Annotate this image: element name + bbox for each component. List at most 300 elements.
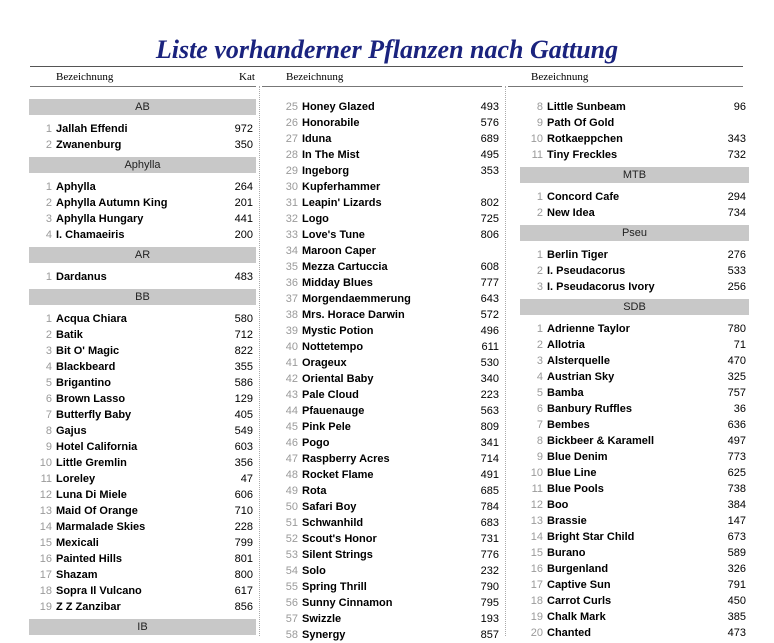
- plant-value: 496: [480, 325, 499, 337]
- plant-name: Captive Sun: [547, 579, 611, 591]
- plant-name: Batik: [56, 329, 83, 341]
- item-number: 2: [536, 265, 543, 277]
- plant-value: 491: [480, 469, 499, 481]
- item-number: 9: [536, 117, 543, 129]
- item-number: 58: [285, 629, 298, 641]
- list-item: [275, 211, 502, 227]
- plant-value: 791: [727, 579, 746, 591]
- item-number: 6: [45, 393, 52, 405]
- list-item: [275, 291, 502, 307]
- list-item: [275, 611, 502, 627]
- plant-name: Pfauenauge: [302, 405, 365, 417]
- plant-value: 809: [480, 421, 499, 433]
- plant-name: Honorabile: [302, 117, 360, 129]
- item-number: 8: [45, 425, 52, 437]
- item-number: 17: [39, 569, 52, 581]
- plant-value: 356: [234, 457, 253, 469]
- plant-value: 757: [727, 387, 746, 399]
- plant-value: 606: [234, 489, 253, 501]
- list-item: [275, 499, 502, 515]
- list-item: [275, 403, 502, 419]
- item-number: 32: [285, 213, 298, 225]
- plant-value: 738: [727, 483, 746, 495]
- item-number: 56: [285, 597, 298, 609]
- list-item: [520, 369, 749, 385]
- list-item: [520, 321, 749, 337]
- group-header: BB: [29, 289, 256, 305]
- plant-name: Brown Lasso: [56, 393, 126, 405]
- item-number: 14: [530, 531, 543, 543]
- plant-value: 586: [234, 377, 253, 389]
- item-number: 26: [285, 117, 298, 129]
- item-number: 19: [39, 601, 52, 613]
- list-item: [29, 391, 256, 407]
- list-item: [29, 439, 256, 455]
- item-number: 16: [530, 563, 543, 575]
- list-item: [29, 359, 256, 375]
- list-item: [275, 627, 502, 643]
- list-item: [29, 503, 256, 519]
- plant-name: Brassie: [547, 515, 587, 527]
- item-number: 12: [530, 499, 543, 511]
- plant-name: Morgendaemmerung: [302, 293, 411, 305]
- list-item: [275, 595, 502, 611]
- item-number: 28: [285, 149, 298, 161]
- plant-name: Iduna: [302, 133, 332, 145]
- item-number: 49: [285, 485, 298, 497]
- plant-name: Allotria: [547, 339, 585, 351]
- plant-value: 355: [234, 361, 253, 373]
- plant-name: Blue Pools: [547, 483, 604, 495]
- plant-value: 777: [480, 277, 499, 289]
- title-underline: [30, 66, 743, 67]
- list-item: [520, 577, 749, 593]
- plant-value: 294: [727, 191, 746, 203]
- plant-value: 576: [480, 117, 499, 129]
- column-separator: [259, 86, 260, 636]
- item-number: 7: [536, 419, 543, 431]
- plant-value: 673: [727, 531, 746, 543]
- plant-name: Blackbeard: [56, 361, 116, 373]
- plant-value: 473: [727, 627, 746, 639]
- plant-name: Bickbeer & Karamell: [547, 435, 654, 447]
- list-item: [29, 311, 256, 327]
- item-number: 51: [285, 517, 298, 529]
- plant-value: 201: [234, 197, 253, 209]
- list-item: [275, 435, 502, 451]
- list-item: [520, 99, 749, 115]
- plant-name: Bit O' Magic: [56, 345, 120, 357]
- list-item: [29, 137, 256, 153]
- plant-value: 193: [480, 613, 499, 625]
- group-header: AB: [29, 99, 256, 115]
- plant-value: 264: [234, 181, 253, 193]
- plant-value: 780: [727, 323, 746, 335]
- plant-name: Brigantino: [56, 377, 111, 389]
- item-number: 3: [45, 213, 52, 225]
- plant-value: 405: [234, 409, 253, 421]
- list-item: [29, 455, 256, 471]
- plant-value: 683: [480, 517, 499, 529]
- item-number: 2: [536, 207, 543, 219]
- item-number: 30: [285, 181, 298, 193]
- item-number: 14: [39, 521, 52, 533]
- list-item: [520, 247, 749, 263]
- list-item: [520, 561, 749, 577]
- plant-name: Leapin' Lizards: [302, 197, 382, 209]
- plant-value: 732: [727, 149, 746, 161]
- plant-name: Blue Line: [547, 467, 597, 479]
- plant-value: 325: [727, 371, 746, 383]
- group-header: MTB: [520, 167, 749, 183]
- plant-value: 643: [480, 293, 499, 305]
- list-item: [275, 547, 502, 563]
- group-header: Aphylla: [29, 157, 256, 173]
- group-header: Pseu: [520, 225, 749, 241]
- list-item: [275, 195, 502, 211]
- item-number: 48: [285, 469, 298, 481]
- list-item: [275, 355, 502, 371]
- plant-value: 353: [480, 165, 499, 177]
- list-item: [275, 163, 502, 179]
- plant-name: Chanted: [547, 627, 591, 639]
- plant-value: 228: [234, 521, 253, 533]
- plant-value: 806: [480, 229, 499, 241]
- plant-name: Midday Blues: [302, 277, 373, 289]
- list-item: [275, 147, 502, 163]
- list-column-1: [29, 99, 256, 641]
- plant-name: Spring Thrill: [302, 581, 367, 593]
- item-number: 10: [530, 133, 543, 145]
- plant-value: 731: [480, 533, 499, 545]
- list-item: [275, 451, 502, 467]
- item-number: 27: [285, 133, 298, 145]
- plant-name: Silent Strings: [302, 549, 373, 561]
- plant-name: Concord Cafe: [547, 191, 620, 203]
- item-number: 55: [285, 581, 298, 593]
- item-number: 57: [285, 613, 298, 625]
- plant-value: 385: [727, 611, 746, 623]
- list-item: [520, 545, 749, 561]
- list-item: [275, 563, 502, 579]
- plant-name: Scout's Honor: [302, 533, 377, 545]
- item-number: 2: [536, 339, 543, 351]
- list-item: [520, 593, 749, 609]
- list-item: [520, 401, 749, 417]
- plant-value: 689: [480, 133, 499, 145]
- plant-value: 589: [727, 547, 746, 559]
- plant-value: 36: [733, 403, 746, 415]
- list-item: [29, 599, 256, 615]
- item-number: 25: [285, 101, 298, 113]
- list-item: [275, 371, 502, 387]
- list-item: [29, 471, 256, 487]
- plant-name: Gajus: [56, 425, 87, 437]
- plant-name: Zwanenburg: [56, 139, 122, 151]
- list-item: [29, 551, 256, 567]
- item-number: 17: [530, 579, 543, 591]
- plant-name: Aphylla Hungary: [56, 213, 144, 225]
- list-item: [520, 115, 749, 131]
- item-number: 44: [285, 405, 298, 417]
- plant-name: Banbury Ruffles: [547, 403, 632, 415]
- item-number: 46: [285, 437, 298, 449]
- item-number: 6: [536, 403, 543, 415]
- list-column-2: [275, 99, 502, 643]
- plant-name: Pogo: [302, 437, 330, 449]
- list-item: [275, 579, 502, 595]
- list-item: [520, 625, 749, 641]
- plant-value: 802: [480, 197, 499, 209]
- plant-name: Orageux: [302, 357, 347, 369]
- list-item: [275, 243, 502, 259]
- item-number: 11: [531, 483, 543, 495]
- plant-value: 685: [480, 485, 499, 497]
- plant-value: 47: [240, 473, 253, 485]
- plant-value: 617: [234, 585, 253, 597]
- list-item: [520, 529, 749, 545]
- plant-name: Pink Pele: [302, 421, 351, 433]
- item-number: 39: [285, 325, 298, 337]
- item-number: 9: [45, 441, 52, 453]
- item-number: 1: [536, 323, 543, 335]
- item-number: 2: [45, 139, 52, 151]
- list-item: [29, 583, 256, 599]
- plant-value: 710: [234, 505, 253, 517]
- plant-value: 232: [480, 565, 499, 577]
- plant-name: Aphylla: [56, 181, 96, 193]
- plant-value: 533: [727, 265, 746, 277]
- item-number: 43: [285, 389, 298, 401]
- plant-name: Logo: [302, 213, 329, 225]
- list-item: [275, 307, 502, 323]
- item-number: 4: [45, 229, 52, 241]
- plant-name: In The Mist: [302, 149, 360, 161]
- item-number: 15: [530, 547, 543, 559]
- list-item: [29, 343, 256, 359]
- plant-name: Loreley: [56, 473, 96, 485]
- list-item: [275, 387, 502, 403]
- item-number: 38: [285, 309, 298, 321]
- item-number: 5: [45, 377, 52, 389]
- list-item: [275, 259, 502, 275]
- plant-value: 326: [727, 563, 746, 575]
- list-item: [520, 609, 749, 625]
- plant-name: Bembes: [547, 419, 590, 431]
- item-number: 16: [39, 553, 52, 565]
- item-number: 18: [530, 595, 543, 607]
- list-item: [520, 147, 749, 163]
- list-item: [520, 497, 749, 513]
- item-number: 3: [536, 355, 543, 367]
- plant-name: Adrienne Taylor: [547, 323, 630, 335]
- plant-value: 497: [727, 435, 746, 447]
- item-number: 2: [45, 197, 52, 209]
- list-item: [29, 179, 256, 195]
- plant-name: Mystic Potion: [302, 325, 374, 337]
- plant-name: Aphylla Autumn King: [56, 197, 168, 209]
- plant-name: Honey Glazed: [302, 101, 375, 113]
- col3-header-name: Bezeichnung: [531, 71, 589, 83]
- plant-name: Love's Tune: [302, 229, 365, 241]
- plant-name: Synergy: [302, 629, 346, 641]
- list-item: [275, 131, 502, 147]
- plant-value: 341: [480, 437, 499, 449]
- item-number: 18: [39, 585, 52, 597]
- plant-name: Bright Star Child: [547, 531, 635, 543]
- plant-value: 450: [727, 595, 746, 607]
- item-number: 34: [285, 245, 298, 257]
- plant-value: 580: [234, 313, 253, 325]
- plant-value: 799: [234, 537, 253, 549]
- item-number: 1: [45, 123, 52, 135]
- plant-name: Burgenland: [547, 563, 609, 575]
- list-item: [29, 269, 256, 285]
- list-item: [29, 121, 256, 137]
- list-item: [520, 205, 749, 221]
- plant-value: 384: [727, 499, 746, 511]
- item-number: 33: [285, 229, 298, 241]
- list-item: [520, 433, 749, 449]
- item-number: 50: [285, 501, 298, 513]
- plant-value: 856: [234, 601, 253, 613]
- plant-value: 603: [234, 441, 253, 453]
- item-number: 52: [285, 533, 298, 545]
- plant-value: 725: [480, 213, 499, 225]
- plant-value: 611: [481, 341, 499, 353]
- item-number: 1: [45, 181, 52, 193]
- plant-value: 223: [480, 389, 499, 401]
- plant-value: 795: [480, 597, 499, 609]
- plant-name: Maroon Caper: [302, 245, 376, 257]
- plant-value: 495: [480, 149, 499, 161]
- list-item: [520, 263, 749, 279]
- plant-name: Rota: [302, 485, 327, 497]
- item-number: 4: [536, 371, 543, 383]
- item-number: 9: [536, 451, 543, 463]
- item-number: 29: [285, 165, 298, 177]
- list-item: [520, 279, 749, 295]
- plant-value: 776: [480, 549, 499, 561]
- list-item: [275, 531, 502, 547]
- plant-value: 147: [727, 515, 746, 527]
- item-number: 1: [45, 271, 52, 283]
- item-number: 42: [285, 373, 298, 385]
- list-item: [29, 535, 256, 551]
- list-item: [275, 467, 502, 483]
- plant-value: 800: [234, 569, 253, 581]
- item-number: 3: [536, 281, 543, 293]
- plant-value: 714: [480, 453, 499, 465]
- item-number: 10: [39, 457, 52, 469]
- plant-value: 493: [480, 101, 499, 113]
- plant-name: Schwanhild: [302, 517, 364, 529]
- plant-name: Butterfly Baby: [56, 409, 132, 421]
- item-number: 1: [536, 249, 543, 261]
- group-header: SDB: [520, 299, 749, 315]
- list-item: [520, 417, 749, 433]
- plant-name: Luna Di Miele: [56, 489, 127, 501]
- list-item: [275, 323, 502, 339]
- plant-value: 822: [234, 345, 253, 357]
- plant-name: Mexicali: [56, 537, 99, 549]
- plant-value: 712: [234, 329, 253, 341]
- plant-name: I. Pseudacorus: [547, 265, 626, 277]
- plant-value: 340: [480, 373, 499, 385]
- item-number: 4: [45, 361, 52, 373]
- page-title: Liste vorhanderner Pflanzen nach Gattung: [155, 35, 619, 64]
- item-number: 40: [285, 341, 298, 353]
- plant-name: Nottetempo: [302, 341, 364, 353]
- item-number: 8: [536, 435, 543, 447]
- plant-value: 784: [480, 501, 499, 513]
- list-item: [520, 481, 749, 497]
- list-item: [29, 407, 256, 423]
- plant-name: Safari Boy: [302, 501, 357, 513]
- col2-header-name: Bezeichnung: [286, 71, 344, 83]
- item-number: 47: [285, 453, 298, 465]
- plant-value: 129: [234, 393, 253, 405]
- plant-value: 734: [727, 207, 746, 219]
- plant-value: 483: [234, 271, 253, 283]
- plant-name: Bamba: [547, 387, 584, 399]
- plant-name: Marmalade Skies: [56, 521, 146, 533]
- item-number: 10: [530, 467, 543, 479]
- column-separator: [505, 86, 506, 636]
- list-item: [275, 99, 502, 115]
- plant-name: Tiny Freckles: [547, 149, 618, 161]
- list-item: [520, 337, 749, 353]
- plant-name: I. Chamaeiris: [56, 229, 125, 241]
- item-number: 31: [285, 197, 298, 209]
- plant-name: Rocket Flame: [302, 469, 374, 481]
- list-item: [520, 385, 749, 401]
- item-number: 35: [285, 261, 298, 273]
- plant-name: Sopra Il Vulcano: [56, 585, 142, 597]
- plant-name: Alsterquelle: [547, 355, 610, 367]
- item-number: 20: [530, 627, 543, 639]
- list-item: [520, 189, 749, 205]
- plant-name: Burano: [547, 547, 586, 559]
- plant-value: 343: [727, 133, 746, 145]
- plant-value: 530: [480, 357, 499, 369]
- col1-header-line: [30, 86, 256, 87]
- plant-name: Little Sunbeam: [547, 101, 626, 113]
- plant-value: 549: [234, 425, 253, 437]
- list-item: [29, 567, 256, 583]
- plant-name: Carrot Curls: [547, 595, 612, 607]
- item-number: 53: [285, 549, 298, 561]
- plant-name: Jallah Effendi: [56, 123, 128, 135]
- item-number: 7: [45, 409, 52, 421]
- item-number: 37: [285, 293, 298, 305]
- item-number: 19: [530, 611, 543, 623]
- plant-name: Rotkaeppchen: [547, 133, 623, 145]
- plant-name: Dardanus: [56, 271, 107, 283]
- plant-name: Mrs. Horace Darwin: [302, 309, 405, 321]
- item-number: 3: [45, 345, 52, 357]
- plant-name: Pale Cloud: [302, 389, 359, 401]
- col1-header-name: Bezeichnung: [56, 71, 114, 83]
- plant-name: Mezza Cartuccia: [302, 261, 388, 273]
- plant-name: Sunny Cinnamon: [302, 597, 393, 609]
- plant-value: 773: [727, 451, 746, 463]
- list-item: [29, 227, 256, 243]
- plant-value: 71: [733, 339, 746, 351]
- list-item: [29, 327, 256, 343]
- list-item: [29, 423, 256, 439]
- plant-value: 441: [234, 213, 253, 225]
